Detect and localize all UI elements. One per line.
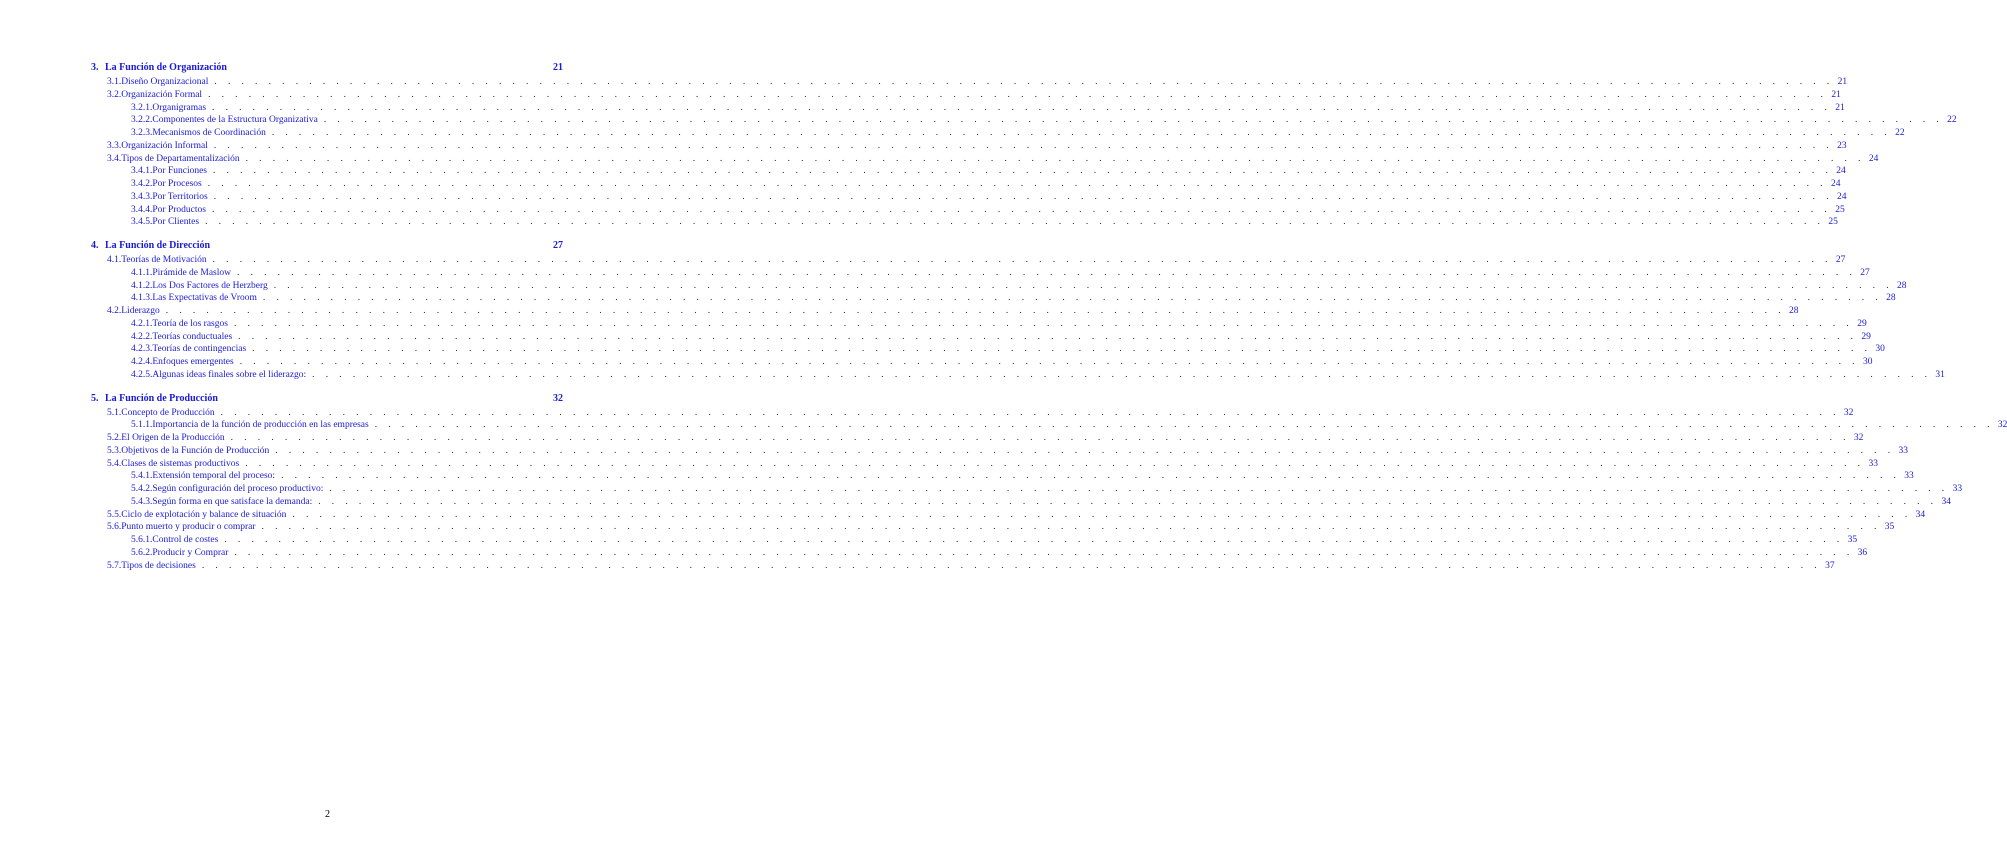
toc-entry-number: 3.2.	[107, 89, 122, 100]
toc-entry-title[interactable]: Organización Informal	[121, 140, 208, 151]
toc-entry[interactable]	[107, 445, 1908, 457]
toc-leader-dots: . . . . . . . . . . . . . . . . . . . . . . . . . . . . . . . . . . . . . . . . . . . . . . . . . . . . . . . . . . . . . . . . . . . . . . . . . . . . . . . . . . . . . . . . . . . . . . . . . . . . . . . . . . . . . . . . . . . . . . . .	[208, 89, 1828, 100]
toc-entry-title[interactable]: Por Productos	[152, 204, 206, 215]
toc-entry-number: 4.1.	[107, 255, 122, 265]
toc-entry-title[interactable]: Importancia de la función de producción en las empresas	[152, 420, 369, 431]
toc-entry-title[interactable]: Tipos de decisiones	[121, 560, 196, 571]
toc-entry-title[interactable]: Teoría de los rasgos	[152, 318, 228, 329]
toc-entry-number: 5.3.	[107, 445, 122, 456]
toc-entry[interactable]	[107, 560, 1835, 572]
toc-leader-dots: . . . . . . . . . . . . . . . . . . . . . . . . . . . . . . . . . . . . . . . . . . . . . . . . . . . . . . . . . . . . . . . . . . . . . . . . . . . . . . . . . . . . . . . . . . . . . . . . . . . . . . . . . . . . . . . . . . . . . . . .	[261, 522, 1881, 533]
toc-entry-page[interactable]: 24	[1836, 191, 1847, 202]
toc-entry[interactable]	[107, 407, 1854, 419]
toc-entry-page[interactable]: 24	[1830, 179, 1841, 189]
toc-leader-dots: . . . . . . . . . . . . . . . . . . . . . . . . . . . . . . . . . . . . . . . . . . . . . . . . . . . . . . . . . . . . . . . . . . . . . . . . . . . . . . . . . . . . . . . . . . . . . . . . . . . . . . . . . . . . . . . . . . . . . . . .	[234, 547, 1854, 558]
toc-entry[interactable]	[131, 178, 1841, 190]
toc-entry-number: 4.2.5.	[131, 369, 153, 380]
toc-entry[interactable]	[107, 140, 1847, 152]
toc-leader-dots: . . . . . . . . . . . . . . . . . . . . . . . . . . . . . . . . . . . . . . . . . . . . . . . . . . . . . . . . . . . . . . . . . . . . . . . . . . . . . . . . . . . . . . . . . . . . . . . . . . . . . . . . . . . . . . . . . . . . . . . .	[220, 407, 1840, 418]
toc-entry-number: 3.2.2.	[131, 115, 153, 126]
toc-entry-title[interactable]: Objetivos de la Función de Producción	[121, 445, 270, 456]
toc-entry-number: 3.3.	[107, 140, 122, 151]
toc-entry-page[interactable]: 24	[1836, 166, 1846, 177]
toc-entry-page[interactable]: 29	[1857, 318, 1867, 329]
toc-entry-number: 4.	[91, 240, 99, 251]
toc-leader-dots: . . . . . . . . . . . . . . . . . . . . . . . . . . . . . . . . . . . . . . . . . . . . . . . . . . . . . . . . . . . . . . . . . . . . . . . . . . . . . . . . . . . . . . . . . . . . . . . . . . . . . . . . . . . . . . . . . . . . . . . .	[237, 267, 1857, 278]
toc-entry-number: 4.2.1.	[131, 318, 153, 329]
toc-entry-title[interactable]: Según forma en que satisface la demanda:	[152, 496, 313, 507]
toc-leader-dots: . . . . . . . . . . . . . . . . . . . . . . . . . . . . . . . . . . . . . . . . . . . . . . . . . . . . . . . . . . . . . . . . . . . . . . . . . . . . . . . . . . . . . . . . . . . . . . . . . . . . . . . . . . . . . . . . . . . . . . . .	[214, 77, 1834, 87]
toc-entry-number: 5.6.1.	[131, 535, 153, 545]
toc-leader-dots: . . . . . . . . . . . . . . . . . . . . . . . . . . . . . . . . . . . . . . . . . . . . . . . . . . . . . . . . . . . . . . . . . . . . . . . . . . . . . . . . . . . . . . . . . . . . . . . . . . . . . . . . . . . . . . . . . . . . . . . .	[292, 509, 1912, 520]
toc-entry[interactable]	[131, 292, 1896, 304]
toc-leader-dots: . . . . . . . . . . . . . . . . . . . . . . . . . . . . . . . . . . . . . . . . . . . . . . . . . . . . . . . . . . . . . . . . . . . . . . . . . . . . . . . . . . . . . . . . . . . . . . . . . . . . . . . . . . . . . . . . . . . . . . . .	[252, 344, 1872, 355]
toc-entry-title[interactable]: Ciclo de explotación y balance de situación	[121, 509, 287, 520]
toc-entry-number: 4.1.3.	[131, 293, 153, 304]
toc-leader-dots: . . . . . . . . . . . . . . . . . . . . . . . . . . . . . . . . . . . . . . . . . . . . . . . . . . . . . . . . . . . . . . . . . . . . . . . . . . . . . . . . . . . . . . . . . . . . . . . . . . . . . . . . . . . . . . . . . . . . . . . .	[233, 318, 1854, 329]
toc-entry-title[interactable]: Control de costes	[152, 535, 219, 545]
toc-entry-page[interactable]: 23	[1837, 140, 1847, 151]
toc-entry-number: 3.4.4.	[131, 204, 153, 215]
toc-entry-title[interactable]: Según configuración del proceso productivo:	[152, 484, 324, 494]
toc-entry-page[interactable]: 35	[1847, 535, 1858, 545]
toc-chapter-entry[interactable]	[91, 62, 563, 74]
toc-entry-page[interactable]: 32	[553, 392, 563, 404]
toc-entry-number: 5.4.	[107, 458, 122, 469]
toc-entry-title[interactable]: Tipos de Departamentalización	[121, 153, 240, 164]
toc-entry-page[interactable]: 27	[553, 240, 563, 251]
toc-leader-dots: . . . . . . . . . . . . . . . . . . . . . . . . . . . . . . . . . . . . . . . . . . . . . . . . . . . . . . . . . . . . . . . . . . . . . . . . . . . . . . . . . . . . . . . . . . . . . . . . . . . . . . . . . . . . . . . . . . . . . . . .	[224, 535, 1844, 545]
toc-leader-dots: . . . . . . . . . . . . . . . . . . . . . . . . . . . . . . . . . . . . . . . . . . . . . . . . . . . . . . . . . . . . . . . . . . . . . . . . . . . . . . . . . . . . . . . . . . . . . . . . . . . . . . . . . . . . . . . . . . . . . . . .	[245, 458, 1865, 469]
toc-entry[interactable]	[107, 432, 1864, 444]
toc-chapter-entry[interactable]	[91, 393, 563, 405]
toc-entry-page[interactable]: 29	[1861, 331, 1871, 342]
toc-entry-number: 4.2.2.	[131, 331, 153, 342]
toc-entry-title[interactable]: Algunas ideas finales sobre el liderazgo:	[152, 369, 307, 380]
toc-entry[interactable]	[107, 254, 1846, 266]
toc-entry-title[interactable]: Organización Formal	[121, 89, 203, 100]
toc-entry-number: 5.4.1.	[131, 471, 153, 482]
toc-entry-page[interactable]: 27	[1835, 255, 1846, 265]
toc-entry[interactable]	[131, 547, 1868, 559]
toc-entry-number: 5.6.2.	[131, 547, 153, 558]
toc-entry[interactable]	[131, 419, 2007, 431]
toc-entry-number: 5.7.	[107, 560, 122, 571]
toc-leader-dots: . . . . . . . . . . . . . . . . . . . . . . . . . . . . . . . . . . . . . . . . . . . . . . . . . . . . . . . . . . . . . . . . . . . . . . . . . . . . . . . . . . . . . . . . . . . . . . . . . . . . . . . . . . . . . . . . . . . . . . . .	[213, 191, 1833, 202]
toc-entry-page[interactable]: 21	[1831, 89, 1841, 100]
toc-entry[interactable]	[107, 521, 1895, 533]
toc-entry-title[interactable]: Teorías de contingencias	[152, 344, 247, 355]
toc-entry-page[interactable]: 33	[1898, 445, 1908, 456]
toc-entry-title[interactable]: Teorías conductuales	[152, 331, 233, 342]
toc-entry-number: 4.2.3.	[131, 344, 153, 355]
toc-entry-number: 5.6.	[107, 522, 122, 533]
toc-leader-dots: . . . . . . . . . . . . . . . . . . . . . . . . . . . . . . . . . . . . . . . . . . . . . . . . . . . . . . . . . . . . . . . . . . . . . . . . . . . . . . . . . . . . . . . . . . . . . . . . . . . . . . . . . . . . . . . . . . . . . . . .	[374, 420, 1994, 431]
toc-entry-page[interactable]: 32	[1853, 433, 1864, 443]
toc-entry-page[interactable]: 22	[1895, 128, 1905, 138]
toc-entry[interactable]	[107, 509, 1926, 521]
toc-leader-dots: . . . . . . . . . . . . . . . . . . . . . . . . . . . . . . . . . . . . . . . . . . . . . . . . . . . . . . . . . . . . . . . . . . . . . . . . . . . . . . . . . . . . . . . . . . . . . . . . . . . . . . . . . . . . . . . . . . . . . . . .	[281, 471, 1901, 482]
toc-leader-dots: . . . . . . . . . . . . . . . . . . . . . . . . . . . . . . . . . . . . . . . . . . . . . . . . . . . . . . . . . . . . . . . . . . . . . . . . . . . . . . . . . . . . . . . . . . . . . . . . . . . . . . . . . . . . . . . . . . . . . . . .	[238, 331, 1858, 342]
toc-entry[interactable]	[131, 102, 1845, 114]
toc-entry-title[interactable]: Componentes de la Estructura Organizativa	[152, 115, 318, 126]
toc-entry-page[interactable]: 33	[1952, 484, 1963, 494]
toc-entry[interactable]	[131, 114, 1957, 126]
toc-entry[interactable]	[131, 343, 1885, 355]
toc-entry-title[interactable]: Mecanismos de Coordinación	[152, 128, 266, 138]
toc-entry[interactable]	[107, 89, 1841, 101]
toc-entry-number: 5.4.2.	[131, 484, 153, 494]
toc-entry[interactable]	[131, 369, 1945, 381]
toc-entry[interactable]	[131, 534, 1858, 546]
toc-entry-page[interactable]: 31	[1935, 369, 1945, 380]
toc-leader-dots: . . . . . . . . . . . . . . . . . . . . . . . . . . . . . . . . . . . . . . . . . . . . . . . . . . . . . . . . . . . . . . . . . . . . . . . . . . . . . . . . . . . . . . . . . . . . . . . . . . . . . . . . . . . . . . . . . . . . . . . .	[275, 445, 1895, 456]
toc-entry-number: 3.4.3.	[131, 191, 153, 202]
toc-entry-page[interactable]: 33	[1868, 458, 1878, 469]
toc-entry-page[interactable]: 28	[1789, 306, 1799, 316]
toc-entry-page[interactable]: 34	[1915, 509, 1926, 520]
toc-entry[interactable]	[107, 153, 1879, 165]
toc-entry-number: 5.2.	[107, 433, 122, 443]
toc-entry-number: 4.1.2.	[131, 280, 153, 291]
toc-entry[interactable]	[131, 267, 1870, 279]
toc-entry[interactable]	[131, 318, 1867, 330]
toc-entry-title[interactable]: El Origen de la Producción	[121, 433, 225, 443]
toc-entry-number: 4.1.1.	[131, 267, 153, 278]
toc-entry[interactable]	[131, 470, 1914, 482]
toc-leader-dots: . . . . . . . . . . . . . . . . . . . . . . . . . . . . . . . . . . . . . . . . . . . . . . . . . . . . . . . . . . . . . . . . . . . . . . . . . . . . . . . . . . . . . . . . . . . . . . . . . . . . . . . . . . . . . . . . . . . . . . . .	[273, 280, 1893, 291]
toc-leader-dots: . . . . . . . . . . . . . . . . . . . . . . . . . . . . . . . . . . . . . . . . . . . . . . . . . . . . . . . . . . . . . . . . . . . . . . . . . . . . . . . . . . . . . . . . . . . . . . . . . . . . . . . . . . . . . . . . . . . . . . . .	[207, 179, 1827, 189]
toc-entry-title[interactable]: Teorías de Motivación	[121, 255, 207, 265]
toc-entry-page[interactable]: 25	[1835, 204, 1845, 215]
toc-entry-page[interactable]: 28	[1886, 293, 1896, 304]
toc-entry-title[interactable]: La Función de Dirección	[105, 240, 211, 251]
toc-entry-page[interactable]: 27	[1860, 267, 1870, 278]
toc-entry-title[interactable]: La Función de Producción	[105, 392, 218, 404]
toc-entry-number: 3.4.1.	[131, 166, 153, 177]
toc-entry-title[interactable]: Diseño Organizacional	[121, 77, 209, 87]
toc-entry-page[interactable]: 33	[1904, 471, 1914, 482]
toc-leader-dots: . . . . . . . . . . . . . . . . . . . . . . . . . . . . . . . . . . . . . . . . . . . . . . . . . . . . . . . . . . . . . . . . . . . . . . . . . . . . . . . . . . . . . . . . . . . . . . . . . . . . . . . . . . . . . . . . . . . . . . . .	[205, 217, 1825, 228]
toc-entry-page[interactable]: 30	[1875, 344, 1885, 355]
toc-entry[interactable]	[131, 204, 1845, 216]
toc-entry-number: 4.2.4.	[131, 357, 153, 367]
toc-entry-number: 3.	[91, 62, 99, 73]
toc-entry-title[interactable]: Por Procesos	[152, 179, 202, 189]
toc-leader-dots: . . . . . . . . . . . . . . . . . . . . . . . . . . . . . . . . . . . . . . . . . . . . . . . . . . . . . . . . . . . . . . . . . . . . . . . . . . . . . . . . . . . . . . . . . . . . . . . . . . . . . . . . . . . . . . . . . . . . . . . .	[213, 166, 1833, 177]
toc-entry-number: 5.5.	[107, 509, 122, 520]
toc-entry[interactable]	[107, 305, 1799, 317]
toc-entry-page[interactable]: 21	[1835, 102, 1845, 113]
toc-leader-dots: . . . . . . . . . . . . . . . . . . . . . . . . . . . . . . . . . . . . . . . . . . . . . . . . . . . . . . . . . . . . . . . . . . . . . . . . . . . . . . . . . . . . . . . . . . . . . . . . . . . . . . . . . . . . . . . . . . . . . . . .	[201, 560, 1822, 571]
toc-entry[interactable]	[131, 216, 1838, 228]
toc-entry-page[interactable]: 30	[1862, 357, 1873, 367]
toc-entry-title[interactable]: Punto muerto y producir o comprar	[121, 522, 256, 533]
toc-entry-number: 3.4.5.	[131, 217, 153, 228]
toc-entry[interactable]	[131, 280, 1907, 292]
toc-entry-page[interactable]: 32	[1997, 420, 2007, 431]
toc-entry-page[interactable]: 21	[1837, 77, 1848, 87]
toc-leader-dots: . . . . . . . . . . . . . . . . . . . . . . . . . . . . . . . . . . . . . . . . . . . . . . . . . . . . . . . . . . . . . . . . . . . . . . . . . . . . . . . . . . . . . . . . . . . . . . . . . . . . . . . . . . . . . . . . . . . . . . . .	[212, 102, 1832, 113]
toc-entry-page[interactable]: 25	[1828, 217, 1838, 228]
toc-entry-title[interactable]: Extensión temporal del proceso:	[152, 471, 276, 482]
toc-entry[interactable]	[107, 458, 1878, 470]
toc-entry-title[interactable]: Liderazgo	[121, 306, 160, 316]
toc-entry-title[interactable]: Organigramas	[152, 102, 207, 113]
toc-entry-page[interactable]: 28	[1896, 280, 1907, 291]
toc-entry-title[interactable]: Enfoques emergentes	[152, 357, 234, 367]
toc-leader-dots: . . . . . . . . . . . . . . . . . . . . . . . . . . . . . . . . . . . . . . . . . . . . . . . . . . . . . . . . . . . . . . . . . . . . . . . . . . . . . . . . . . . . . . . . . . . . . . . . . . . . . . . . . . . . . . . . . . . . . . . .	[318, 496, 1938, 507]
toc-leader-dots: . . . . . . . . . . . . . . . . . . . . . . . . . . . . . . . . . . . . . . . . . . . . . . . . . . . . . . . . . . . . . . . . . . . . . . . . . . . . . . . . . . . . . . . . . . . . . . . . . . . . . . . . . . . . . . . . . . . . . . . .	[271, 128, 1892, 138]
toc-entry-number: 5.1.1.	[131, 420, 153, 431]
toc-leader-dots: . . . . . . . . . . . . . . . . . . . . . . . . . . . . . . . . . . . . . . . . . . . . . . . . . . . . . . . . . . . . . . . . . . . . . . . . . . . . . . . . . . . . . . . . . . . . . . . . . . . . . . . . . . . . . . . . . . . . . . . .	[230, 433, 1850, 443]
toc-entry[interactable]	[131, 165, 1846, 177]
toc-entry-page[interactable]: 35	[1884, 522, 1895, 533]
toc-entry-page[interactable]: 32	[1843, 407, 1854, 418]
toc-leader-dots: . . . . . . . . . . . . . . . . . . . . . . . . . . . . . . . . . . . . . . . . . . . . . . . . . . . . . . . . . . . . . . . . . . . . . . . . . . . . . . . . . . . . . . . . . . . . . . . . . . . . . . . . . . . . . . . . . . . . . . . .	[245, 153, 1865, 164]
toc-entry[interactable]	[131, 191, 1847, 203]
toc-entry-number: 3.4.	[107, 153, 122, 164]
toc-entry-number: 3.4.2.	[131, 179, 153, 189]
toc-leader-dots: . . . . . . . . . . . . . . . . . . . . . . . . . . . . . . . . . . . . . . . . . . . . . . . . . . . . . . . . . . . . . . . . . . . . . . . . . . . . . . . . . . . . . . . . . . . . . . . . . . . . . . . . . . . . . . . . . . . . . . . .	[262, 293, 1883, 304]
toc-entry-title[interactable]: La Función de Organización	[105, 62, 227, 73]
toc-entry-number: 4.2.	[107, 306, 122, 316]
toc-leader-dots: . . . . . . . . . . . . . . . . . . . . . . . . . . . . . . . . . . . . . . . . . . . . . . . . . . . . . . . . . . . . . . . . . . . . . . . . . . . . . . . . . . . . . . . . . . . . . . . . . . . . . . . . . . . . . . . . . . . . . . . .	[211, 204, 1832, 215]
toc-entry-number: 3.2.3.	[131, 128, 153, 138]
toc-leader-dots: . . . . . . . . . . . . . . . . . . . . . . . . . . . . . . . . . . . . . . . . . . . . . . . . . . . . . . . . . . . . . . . . . . . . . . . . . . . . . . . . . . . . . . . . . . . . . . . . . . . . . . . . . . . . . . . . . . . . . . . .	[165, 306, 1785, 316]
toc-entry-title[interactable]: Los Dos Factores de Herzberg	[152, 280, 268, 291]
toc-entry-number: 3.2.1.	[131, 102, 153, 113]
toc-leader-dots: . . . . . . . . . . . . . . . . . . . . . . . . . . . . . . . . . . . . . . . . . . . . . . . . . . . . . . . . . . . . . . . . . . . . . . . . . . . . . . . . . . . . . . . . . . . . . . . . . . . . . . . . . . . . . . . . . . . . . . . .	[239, 357, 1859, 367]
toc-entry[interactable]	[131, 331, 1871, 343]
toc-entry-page[interactable]: 24	[1868, 153, 1879, 164]
toc-entry-number: 5.4.3.	[131, 496, 153, 507]
toc-entry-number: 5.	[91, 392, 99, 404]
toc-entry-page[interactable]: 34	[1941, 496, 1951, 507]
toc-entry-title[interactable]: Por Funciones	[152, 166, 207, 177]
toc-entry-title[interactable]: Producir y Comprar	[152, 547, 229, 558]
toc-entry-title[interactable]: Clases de sistemas productivos	[121, 458, 240, 469]
toc-leader-dots: . . . . . . . . . . . . . . . . . . . . . . . . . . . . . . . . . . . . . . . . . . . . . . . . . . . . . . . . . . . . . . . . . . . . . . . . . . . . . . . . . . . . . . . . . . . . . . . . . . . . . . . . . . . . . . . . . . . . . . . .	[212, 255, 1832, 265]
page-number: 2	[325, 809, 330, 820]
toc-entry-title[interactable]: Pirámide de Maslow	[152, 267, 232, 278]
toc-entry[interactable]	[131, 127, 1905, 139]
toc-entry-title[interactable]: Por Clientes	[152, 217, 200, 228]
toc-entry-title[interactable]: Por Territorios	[152, 191, 208, 202]
toc-entry[interactable]	[131, 496, 1951, 508]
toc-entry-page[interactable]: 21	[553, 62, 563, 73]
toc-entry-title[interactable]: Concepto de Producción	[121, 407, 215, 418]
toc-chapter-entry[interactable]	[91, 240, 563, 252]
toc-leader-dots: . . . . . . . . . . . . . . . . . . . . . . . . . . . . . . . . . . . . . . . . . . . . . . . . . . . . . . . . . . . . . . . . . . . . . . . . . . . . . . . . . . . . . . . . . . . . . . . . . . . . . . . . . . . . . . . . . . . . . . . .	[329, 484, 1949, 494]
toc-entry-page[interactable]: 37	[1825, 560, 1835, 571]
toc-entry-page[interactable]: 36	[1857, 547, 1868, 558]
toc-leader-dots: . . . . . . . . . . . . . . . . . . . . . . . . . . . . . . . . . . . . . . . . . . . . . . . . . . . . . . . . . . . . . . . . . . . . . . . . . . . . . . . . . . . . . . . . . . . . . . . . . . . . . . . . . . . . . . . . . . . . . . . .	[323, 115, 1944, 126]
toc-entry-number: 3.1.	[107, 77, 122, 87]
toc-leader-dots: . . . . . . . . . . . . . . . . . . . . . . . . . . . . . . . . . . . . . . . . . . . . . . . . . . . . . . . . . . . . . . . . . . . . . . . . . . . . . . . . . . . . . . . . . . . . . . . . . . . . . . . . . . . . . . . . . . . . . . . .	[312, 369, 1932, 380]
toc-entry[interactable]	[131, 356, 1873, 368]
toc-leader-dots: . . . . . . . . . . . . . . . . . . . . . . . . . . . . . . . . . . . . . . . . . . . . . . . . . . . . . . . . . . . . . . . . . . . . . . . . . . . . . . . . . . . . . . . . . . . . . . . . . . . . . . . . . . . . . . . . . . . . . . . .	[213, 140, 1834, 151]
toc-entry-title[interactable]: Las Expectativas de Vroom	[152, 293, 257, 304]
toc-entry[interactable]	[131, 483, 1963, 495]
toc-entry-page[interactable]: 22	[1947, 115, 1957, 126]
toc-entry-number: 5.1.	[107, 407, 122, 418]
toc-entry[interactable]	[107, 76, 1848, 88]
